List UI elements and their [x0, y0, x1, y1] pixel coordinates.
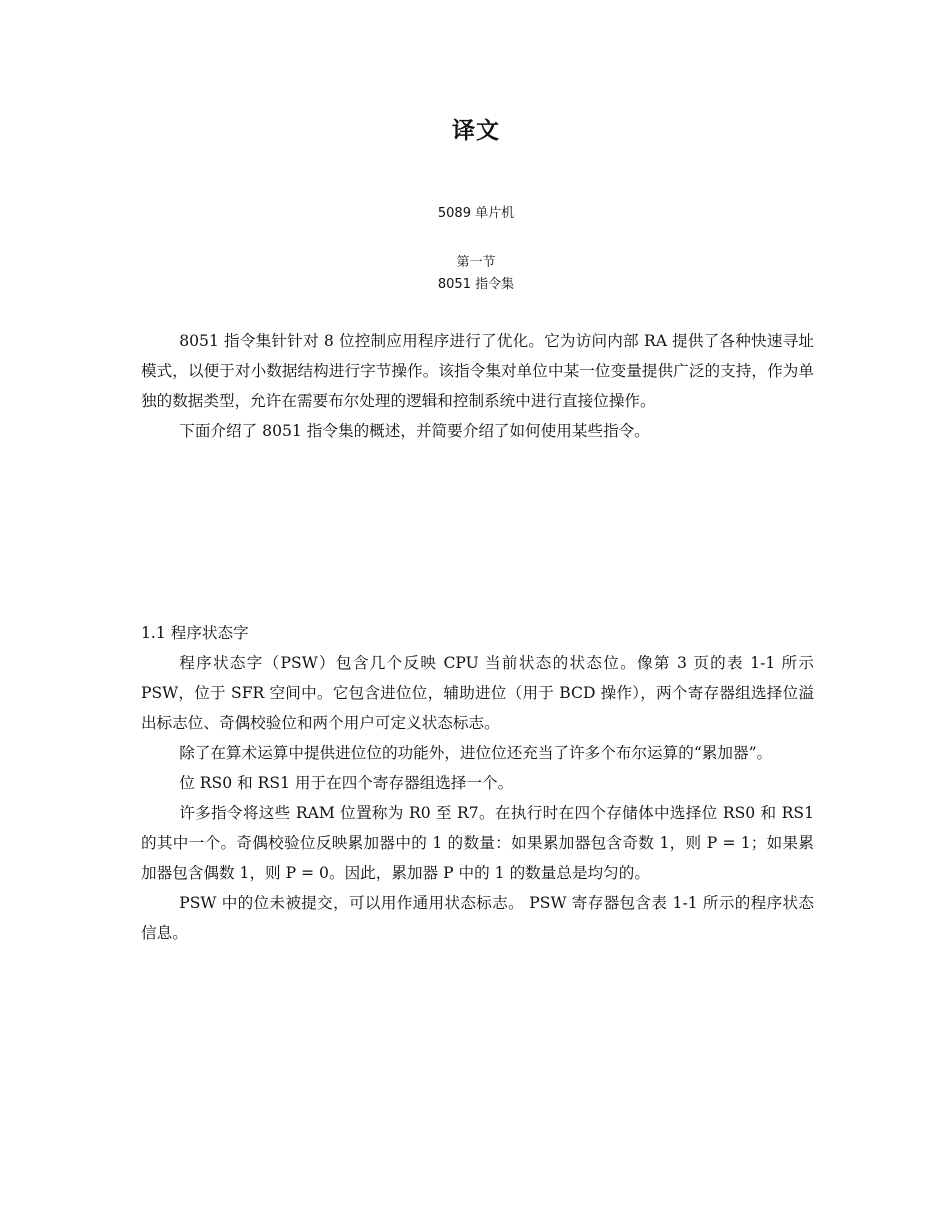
body-paragraph: 许多指令将这些 RAM 位置称为 R0 至 R7。在执行时在四个存储体中选择位 RS0 和 RS1 的其中一个。奇偶校验位反映累加器中的 1 的数量：如果累加器包含奇数 1，则 P = 1；如果累加器包含偶数 1，则 P = 0。因此，累加器 P 中的 1 的数量总是均匀的。: [141, 804, 814, 882]
section-heading: 1.1 程序状态字: [141, 624, 249, 642]
body-paragraph: 位 RS0 和 RS1 用于在四个寄存器组选择一个。: [179, 774, 514, 792]
body-paragraph: 程序状态字（PSW）包含几个反映 CPU 当前状态的状态位。像第 3 页的表 1-1 所示 PSW，位于 SFR 空间中。它包含进位位，辅助进位（用于 BCD 操作），两个寄存器组选择位溢出标志位、奇偶校验位和两个用户可定义状态标志。: [141, 654, 814, 732]
intro-text-block: [141, 326, 814, 446]
section-title: 8051 指令集: [437, 277, 515, 292]
psw-section-block: [141, 618, 814, 948]
intro-paragraph: 下面介绍了 8051 指令集的概述，并简要介绍了如何使用某些指令。: [179, 422, 650, 440]
section-number-label: 第一节: [456, 255, 496, 270]
intro-paragraph: 8051 指令集针针对 8 位控制应用程序进行了优化。它为访问内部 RA 提供了各种快速寻址模式，以便于对小数据结构进行字节操作。该指令集对单位中某一位变量提供广泛的支持，作为单独的数据类型，允许在需要布尔处理的逻辑和控制系统中进行直接位操作。: [141, 332, 814, 410]
document-subtitle: 5089 单片机: [437, 206, 515, 221]
body-paragraph: PSW 中的位未被提交，可以用作通用状态标志。 PSW 寄存器包含表 1-1 所示的程序状态信息。: [141, 894, 814, 942]
body-paragraph: 除了在算术运算中提供进位位的功能外，进位位还充当了许多个布尔运算的“累加器”。: [179, 744, 773, 762]
document-title: 译文: [452, 118, 500, 144]
